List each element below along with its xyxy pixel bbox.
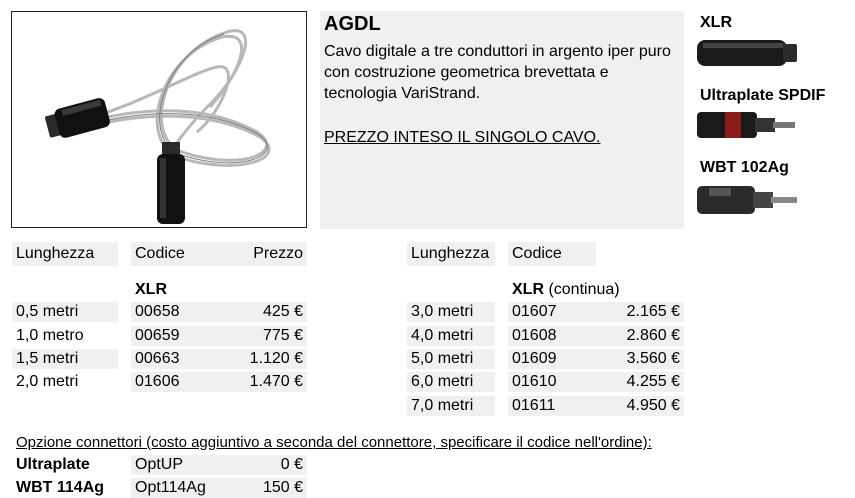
left-header-code: Codice (131, 242, 207, 266)
left-header-length: Lunghezza (12, 242, 118, 266)
option-row-code: OptUP (131, 455, 207, 475)
table-row-code: 00663 (131, 349, 207, 369)
table-row-length: 7,0 metri (407, 396, 495, 416)
table-row-code: 01607 (508, 302, 586, 322)
left-header-price: Prezzo (207, 242, 307, 266)
xlr-connector-icon (695, 34, 805, 70)
table-row-price: 775 € (207, 326, 307, 346)
table-row-length: 4,0 metri (407, 326, 495, 346)
table-row-price: 1.120 € (207, 349, 307, 369)
table-row-length: 1,5 metri (12, 349, 118, 369)
table-row-price: 4.950 € (586, 396, 684, 416)
product-image (11, 11, 307, 228)
product-title: AGDL (324, 13, 381, 35)
connector-label-ultraplate: Ultraplate SPDIF (700, 87, 826, 104)
table-row-price: 425 € (207, 302, 307, 322)
table-row-price: 3.560 € (586, 349, 684, 369)
table-row-length: 3,0 metri (407, 302, 495, 322)
right-section-suffix: (continua) (548, 281, 620, 298)
table-row-length: 1,0 metro (16, 327, 84, 344)
table-row-length: 5,0 metri (407, 349, 495, 369)
table-row-length: 6,0 metri (407, 372, 495, 392)
table-row-length: 0,5 metri (12, 302, 118, 322)
table-row-length: 2,0 metri (16, 373, 79, 390)
option-row-name: WBT 114Ag (16, 479, 105, 496)
option-row-price: 150 € (207, 478, 307, 498)
table-row-code: 01610 (508, 372, 586, 392)
table-row-code: 01611 (508, 396, 586, 416)
table-row-price: 2.860 € (586, 326, 684, 346)
connector-label-xlr: XLR (700, 14, 732, 31)
right-section-title (512, 281, 620, 299)
rca-connector-red-icon (695, 106, 805, 142)
right-header-length: Lunghezza (407, 242, 495, 266)
option-row-code: Opt114Ag (131, 478, 207, 498)
table-row-code: 01608 (508, 326, 586, 346)
cable-illustration (12, 12, 306, 227)
price-note: PREZZO INTESO IL SINGOLO CAVO. (324, 129, 601, 146)
table-row-price: 2.165 € (586, 302, 684, 322)
table-row-code: 01609 (508, 349, 586, 369)
option-row-price: 0 € (207, 455, 307, 475)
right-header-code: Codice (508, 242, 596, 266)
product-description: Cavo digitale a tre conduttori in argento iper puro con costruzione geometrica brevettata e tecnologia VariStrand. (324, 43, 671, 102)
connector-options-note: Opzione connettori (costo aggiuntivo a seconda del connettore, specificare il codice nell'ordine): (16, 434, 652, 451)
right-section-bold: XLR (512, 281, 544, 298)
table-row-code: 00659 (131, 326, 207, 346)
option-row-name: Ultraplate (16, 456, 90, 473)
table-row-price: 1.470 € (207, 372, 307, 392)
table-row-code: 00658 (131, 302, 207, 322)
table-row-code: 01606 (131, 372, 207, 392)
rca-connector-wbt-icon (695, 178, 805, 218)
left-section-title: XLR (135, 281, 167, 298)
connector-label-wbt: WBT 102Ag (700, 159, 789, 176)
table-row-price: 4.255 € (586, 372, 684, 392)
